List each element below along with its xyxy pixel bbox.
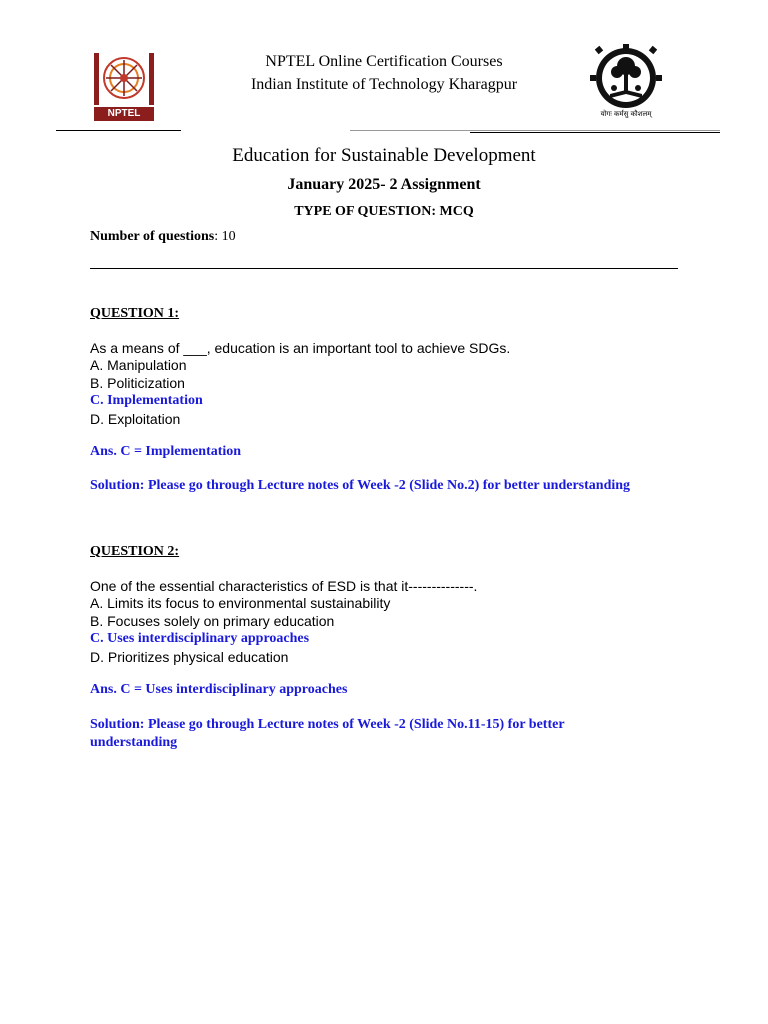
question-type: TYPE OF QUESTION: MCQ [294,204,474,219]
assignment-title: January 2025- 2 Assignment [287,176,481,193]
nptel-logo-label: NPTEL [107,108,141,119]
header-divider-left [56,130,181,131]
number-of-questions [90,229,236,245]
question-1-option-a: A. Manipulation [90,357,187,373]
institute-line-1: NPTEL Online Certification Courses [265,53,503,70]
number-of-questions-value: : 10 [214,229,236,244]
number-of-questions-label: Number of questions [90,229,215,244]
question-1-text: As a means of ___, education is an important tool to achieve SDGs. [90,340,511,356]
question-1-solution: Solution: Please go through Lecture notes of Week -2 (Slide No.2) for better understanding [90,478,631,493]
question-2-option-d: D. Prioritizes physical education [90,649,289,665]
question-2-option-a: A. Limits its focus to environmental sustainability [90,595,391,611]
question-2-option-c: C. Uses interdisciplinary approaches [90,631,310,646]
question-2-heading: QUESTION 2: [90,544,180,559]
institute-line-2: Indian Institute of Technology Kharagpur [250,76,518,93]
header-divider-right [470,132,720,133]
question-1-answer: Ans. C = Implementation [90,444,242,459]
question-1-option-b: B. Politicization [90,375,185,391]
section-divider [90,268,678,269]
header-divider-right-thin [350,130,720,131]
question-2-option-b: B. Focuses solely on primary education [90,613,335,629]
question-2-answer: Ans. C = Uses interdisciplinary approaches [90,682,348,697]
question-1-option-d: D. Exploitation [90,411,181,427]
question-2-text: One of the essential characteristics of ESD is that it--------------. [90,578,478,594]
question-2-solution: Solution: Please go through Lecture notes of Week -2 (Slide No.11-15) for better understanding [90,717,565,750]
iit-logo-motto: योगः कर्मसु कौशलम् [600,110,652,118]
question-1-option-c: C. Implementation [90,393,203,408]
course-title: Education for Sustainable Development [232,145,536,166]
question-1-heading: QUESTION 1: [90,306,180,321]
